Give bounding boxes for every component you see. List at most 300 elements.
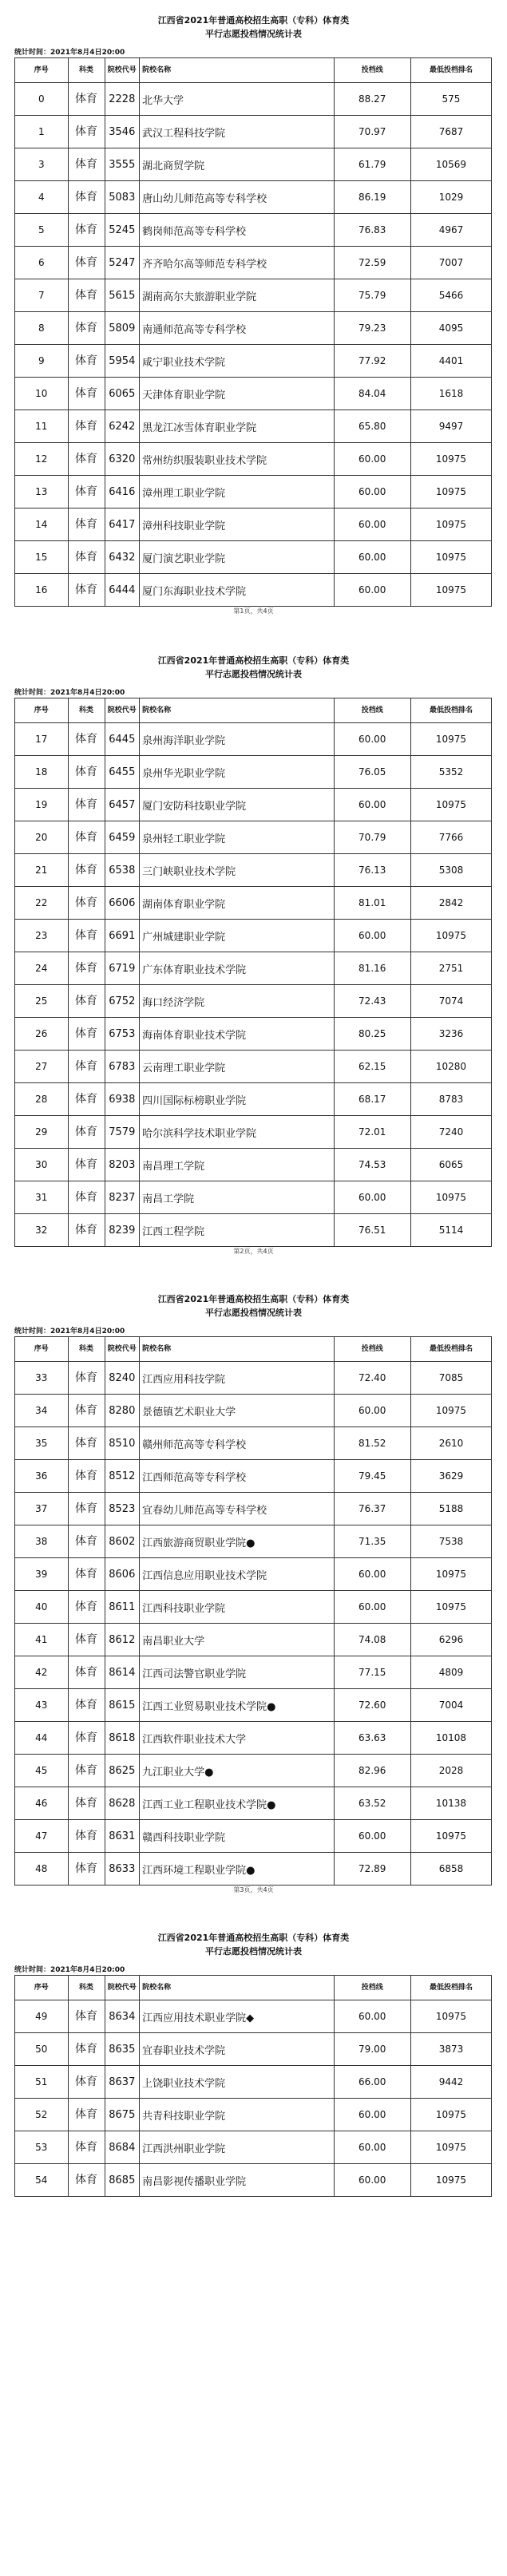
cell-kelei: 体育: [68, 1656, 105, 1689]
cell-code: 6606: [105, 887, 140, 920]
table-page-1: [0, 14, 507, 645]
cell-code: 5083: [105, 181, 140, 214]
cell-kelei: 体育: [68, 83, 105, 116]
table-row: [15, 1493, 492, 1525]
cell-name: 景德镇艺术职业大学: [140, 1395, 334, 1427]
cell-seq: 13: [15, 476, 69, 508]
table-row: [15, 2033, 492, 2066]
header-kelei: 科类: [68, 1976, 105, 2000]
cell-score: 84.04: [334, 378, 410, 410]
cell-kelei: 体育: [68, 1018, 105, 1051]
table-row: [15, 508, 492, 541]
cell-seq: 40: [15, 1591, 69, 1624]
admission-table: [14, 57, 492, 607]
cell-code: 8280: [105, 1395, 140, 1427]
cell-seq: 0: [15, 83, 69, 116]
cell-score: 70.79: [334, 821, 410, 854]
cell-name: 常州纺织服装职业技术学院: [140, 443, 334, 476]
cell-seq: 26: [15, 1018, 69, 1051]
cell-score: 70.97: [334, 116, 410, 148]
table-row: [15, 2131, 492, 2164]
table-row: [15, 723, 492, 756]
table-row: [15, 214, 492, 247]
admission-table: [14, 1975, 492, 2197]
cell-name: 厦门演艺职业学院: [140, 541, 334, 574]
table-row: [15, 2000, 492, 2033]
cell-code: 5247: [105, 247, 140, 279]
cell-name: 湖南体育职业学院: [140, 887, 334, 920]
cell-seq: 23: [15, 920, 69, 952]
cell-rank: 7004: [410, 1689, 491, 1722]
header-rank: 最低投档排名: [410, 58, 491, 83]
cell-kelei: 体育: [68, 1591, 105, 1624]
cell-kelei: 体育: [68, 148, 105, 181]
cell-seq: 41: [15, 1624, 69, 1656]
header-rank: 最低投档排名: [410, 1337, 491, 1362]
cell-rank: 9497: [410, 410, 491, 443]
cell-rank: 9442: [410, 2066, 491, 2099]
cell-code: 6065: [105, 378, 140, 410]
document-title: 江西省2021年普通高校招生高职（专科）体育类: [157, 1933, 350, 1943]
cell-score: 68.17: [334, 1083, 410, 1116]
cell-seq: 43: [15, 1689, 69, 1722]
table-row: [15, 789, 492, 821]
table-row: [15, 410, 492, 443]
cell-code: 8203: [105, 1149, 140, 1181]
header-code: 院校代号: [105, 1976, 140, 2000]
cell-name: 泉州轻工职业学院: [140, 821, 334, 854]
cell-score: 76.83: [334, 214, 410, 247]
cell-score: 76.05: [334, 756, 410, 789]
table-row: [15, 247, 492, 279]
cell-score: 79.00: [334, 2033, 410, 2066]
table-row: [15, 181, 492, 214]
cell-code: 8618: [105, 1722, 140, 1755]
table-row: [15, 1083, 492, 1116]
table-row: [15, 1525, 492, 1558]
cell-kelei: 体育: [68, 279, 105, 312]
cell-kelei: 体育: [68, 1853, 105, 1886]
table-row: [15, 148, 492, 181]
table-row: [15, 1787, 492, 1820]
cell-name: 江西工业贸易职业技术学院●: [140, 1689, 334, 1722]
cell-score: 74.53: [334, 1149, 410, 1181]
cell-seq: 18: [15, 756, 69, 789]
cell-kelei: 体育: [68, 1214, 105, 1247]
cell-kelei: 体育: [68, 1820, 105, 1853]
cell-name: 漳州科技职业学院: [140, 508, 334, 541]
table-row: [15, 1427, 492, 1460]
cell-code: 6753: [105, 1018, 140, 1051]
cell-kelei: 体育: [68, 1083, 105, 1116]
cell-code: 5615: [105, 279, 140, 312]
cell-name: 江西工程学院: [140, 1214, 334, 1247]
cell-rank: 7538: [410, 1525, 491, 1558]
table-row: [15, 1624, 492, 1656]
cell-rank: 3236: [410, 1018, 491, 1051]
cell-name: 三门峡职业技术学院: [140, 854, 334, 887]
cell-seq: 22: [15, 887, 69, 920]
cell-score: 66.00: [334, 2066, 410, 2099]
cell-seq: 35: [15, 1427, 69, 1460]
cell-rank: 10975: [410, 1820, 491, 1853]
header-score: 投档线: [334, 698, 410, 723]
cell-score: 60.00: [334, 443, 410, 476]
cell-kelei: 体育: [68, 985, 105, 1018]
cell-kelei: 体育: [68, 920, 105, 952]
cell-name: 湖南高尔夫旅游职业学院: [140, 279, 334, 312]
cell-name: 江西信息应用职业技术学院: [140, 1558, 334, 1591]
cell-name: 厦门东海职业技术学院: [140, 574, 334, 607]
cell-rank: 7766: [410, 821, 491, 854]
cell-score: 76.51: [334, 1214, 410, 1247]
cell-seq: 53: [15, 2131, 69, 2164]
cell-seq: 17: [15, 723, 69, 756]
cell-code: 5809: [105, 312, 140, 345]
cell-name: 北华大学: [140, 83, 334, 116]
cell-name: 江西软件职业技术大学: [140, 1722, 334, 1755]
header-name: 院校名称: [140, 1976, 334, 2000]
cell-score: 81.16: [334, 952, 410, 985]
document-subtitle: 平行志愿投档情况统计表: [205, 1308, 302, 1318]
header-kelei: 科类: [68, 1337, 105, 1362]
cell-code: 8631: [105, 1820, 140, 1853]
cell-score: 82.96: [334, 1755, 410, 1787]
document-title: 江西省2021年普通高校招生高职（专科）体育类: [157, 655, 350, 666]
cell-name: 江西应用技术职业学院◆: [140, 2000, 334, 2033]
cell-code: 6783: [105, 1051, 140, 1083]
cell-score: 77.92: [334, 345, 410, 378]
cell-name: 哈尔滨科学技术职业学院: [140, 1116, 334, 1149]
cell-code: 6416: [105, 476, 140, 508]
table-row: [15, 279, 492, 312]
table-row: [15, 952, 492, 985]
cell-kelei: 体育: [68, 1689, 105, 1722]
header-score: 投档线: [334, 58, 410, 83]
cell-rank: 7074: [410, 985, 491, 1018]
table-row: [15, 345, 492, 378]
cell-kelei: 体育: [68, 723, 105, 756]
table-row: [15, 2066, 492, 2099]
cell-seq: 25: [15, 985, 69, 1018]
cell-code: 8684: [105, 2131, 140, 2164]
cell-name: 上饶职业技术学院: [140, 2066, 334, 2099]
table-row: [15, 887, 492, 920]
cell-name: 江西应用科技学院: [140, 1362, 334, 1395]
cell-rank: 5352: [410, 756, 491, 789]
cell-kelei: 体育: [68, 116, 105, 148]
cell-score: 72.60: [334, 1689, 410, 1722]
table-row: [15, 985, 492, 1018]
cell-seq: 37: [15, 1493, 69, 1525]
cell-rank: 10975: [410, 920, 491, 952]
cell-rank: 5466: [410, 279, 491, 312]
cell-seq: 45: [15, 1755, 69, 1787]
cell-rank: 7240: [410, 1116, 491, 1149]
cell-kelei: 体育: [68, 1722, 105, 1755]
cell-name: 湖北商贸学院: [140, 148, 334, 181]
cell-name: 江西洪州职业学院: [140, 2131, 334, 2164]
table-row: [15, 541, 492, 574]
cell-rank: 10975: [410, 574, 491, 607]
cell-seq: 10: [15, 378, 69, 410]
table-row: [15, 312, 492, 345]
cell-name: 广州城建职业学院: [140, 920, 334, 952]
cell-score: 72.89: [334, 1853, 410, 1886]
stat-time: 统计时间：2021年8月4日20:00: [14, 49, 125, 57]
cell-name: 海南体育职业技术学院: [140, 1018, 334, 1051]
table-row: [15, 1149, 492, 1181]
cell-code: 8612: [105, 1624, 140, 1656]
cell-rank: 10569: [410, 148, 491, 181]
cell-code: 7579: [105, 1116, 140, 1149]
cell-name: 天津体育职业学院: [140, 378, 334, 410]
cell-code: 6938: [105, 1083, 140, 1116]
cell-code: 8614: [105, 1656, 140, 1689]
cell-name: 江西环境工程职业学院●: [140, 1853, 334, 1886]
cell-name: 泉州海洋职业学院: [140, 723, 334, 756]
cell-rank: 3629: [410, 1460, 491, 1493]
cell-rank: 10975: [410, 541, 491, 574]
cell-code: 6719: [105, 952, 140, 985]
cell-name: 咸宁职业技术学院: [140, 345, 334, 378]
cell-code: 6455: [105, 756, 140, 789]
cell-code: 8239: [105, 1214, 140, 1247]
cell-name: 江西旅游商贸职业学院●: [140, 1525, 334, 1558]
cell-rank: 4401: [410, 345, 491, 378]
cell-kelei: 体育: [68, 2131, 105, 2164]
cell-seq: 51: [15, 2066, 69, 2099]
header-score: 投档线: [334, 1337, 410, 1362]
cell-seq: 19: [15, 789, 69, 821]
cell-name: 武汉工程科技学院: [140, 116, 334, 148]
table-row: [15, 821, 492, 854]
cell-code: 6459: [105, 821, 140, 854]
cell-seq: 29: [15, 1116, 69, 1149]
document-title: 江西省2021年普通高校招生高职（专科）体育类: [157, 15, 350, 26]
stat-time: 统计时间：2021年8月4日20:00: [14, 1966, 125, 1974]
cell-score: 63.52: [334, 1787, 410, 1820]
header-rank: 最低投档排名: [410, 698, 491, 723]
cell-code: 6444: [105, 574, 140, 607]
cell-kelei: 体育: [68, 756, 105, 789]
cell-kelei: 体育: [68, 1362, 105, 1395]
cell-rank: 10975: [410, 476, 491, 508]
cell-seq: 34: [15, 1395, 69, 1427]
table-row: [15, 443, 492, 476]
cell-name: 鹤岗师范高等专科学校: [140, 214, 334, 247]
table-row: [15, 1591, 492, 1624]
cell-seq: 3: [15, 148, 69, 181]
cell-score: 60.00: [334, 2164, 410, 2197]
cell-score: 72.43: [334, 985, 410, 1018]
header-code: 院校代号: [105, 698, 140, 723]
cell-name: 厦门安防科技职业学院: [140, 789, 334, 821]
cell-code: 8510: [105, 1427, 140, 1460]
cell-kelei: 体育: [68, 378, 105, 410]
cell-code: 8637: [105, 2066, 140, 2099]
cell-kelei: 体育: [68, 1460, 105, 1493]
cell-name: 齐齐哈尔高等师范专科学校: [140, 247, 334, 279]
cell-code: 8240: [105, 1362, 140, 1395]
table-row: [15, 1853, 492, 1886]
cell-kelei: 体育: [68, 1624, 105, 1656]
cell-score: 81.52: [334, 1427, 410, 1460]
header-code: 院校代号: [105, 58, 140, 83]
cell-code: 2228: [105, 83, 140, 116]
cell-kelei: 体育: [68, 1051, 105, 1083]
cell-rank: 6065: [410, 1149, 491, 1181]
cell-seq: 30: [15, 1149, 69, 1181]
cell-kelei: 体育: [68, 952, 105, 985]
cell-kelei: 体育: [68, 1149, 105, 1181]
cell-rank: 10108: [410, 1722, 491, 1755]
cell-score: 60.00: [334, 1558, 410, 1591]
header-row: [15, 1337, 492, 1362]
header-row: [15, 698, 492, 723]
cell-name: 赣西科技职业学院: [140, 1820, 334, 1853]
cell-rank: 2610: [410, 1427, 491, 1460]
table-row: [15, 1689, 492, 1722]
cell-kelei: 体育: [68, 574, 105, 607]
header-seq: 序号: [15, 1976, 69, 2000]
cell-seq: 28: [15, 1083, 69, 1116]
cell-seq: 9: [15, 345, 69, 378]
cell-seq: 6: [15, 247, 69, 279]
cell-score: 88.27: [334, 83, 410, 116]
table-row: [15, 1181, 492, 1214]
cell-kelei: 体育: [68, 1525, 105, 1558]
cell-seq: 12: [15, 443, 69, 476]
cell-code: 8523: [105, 1493, 140, 1525]
header-seq: 序号: [15, 1337, 69, 1362]
cell-score: 74.08: [334, 1624, 410, 1656]
cell-rank: 2751: [410, 952, 491, 985]
cell-name: 共青科技职业学院: [140, 2099, 334, 2131]
table-row: [15, 1362, 492, 1395]
table-row: [15, 1460, 492, 1493]
cell-seq: 39: [15, 1558, 69, 1591]
table-row: [15, 1656, 492, 1689]
cell-seq: 1: [15, 116, 69, 148]
cell-score: 61.79: [334, 148, 410, 181]
cell-score: 79.45: [334, 1460, 410, 1493]
cell-code: 8625: [105, 1755, 140, 1787]
cell-code: 6457: [105, 789, 140, 821]
table-row: [15, 1018, 492, 1051]
cell-name: 江西司法警官职业学院: [140, 1656, 334, 1689]
cell-code: 3546: [105, 116, 140, 148]
cell-name: 宜春幼儿师范高等专科学校: [140, 1493, 334, 1525]
cell-seq: 49: [15, 2000, 69, 2033]
cell-seq: 52: [15, 2099, 69, 2131]
admission-table: [14, 1336, 492, 1886]
cell-code: 6691: [105, 920, 140, 952]
header-kelei: 科类: [68, 58, 105, 83]
cell-score: 76.13: [334, 854, 410, 887]
cell-kelei: 体育: [68, 247, 105, 279]
cell-rank: 4095: [410, 312, 491, 345]
cell-seq: 7: [15, 279, 69, 312]
cell-kelei: 体育: [68, 2099, 105, 2131]
cell-rank: 10975: [410, 1181, 491, 1214]
cell-kelei: 体育: [68, 443, 105, 476]
cell-name: 赣州师范高等专科学校: [140, 1427, 334, 1460]
cell-kelei: 体育: [68, 508, 105, 541]
cell-score: 79.23: [334, 312, 410, 345]
cell-seq: 36: [15, 1460, 69, 1493]
cell-seq: 46: [15, 1787, 69, 1820]
page-footer: 第3页，共4页: [233, 1886, 274, 1893]
cell-name: 九江职业大学●: [140, 1755, 334, 1787]
cell-code: 3555: [105, 148, 140, 181]
header-row: [15, 58, 492, 83]
cell-seq: 11: [15, 410, 69, 443]
cell-score: 60.00: [334, 1181, 410, 1214]
cell-rank: 6296: [410, 1624, 491, 1656]
document-title: 江西省2021年普通高校招生高职（专科）体育类: [157, 1294, 350, 1304]
cell-score: 60.00: [334, 2099, 410, 2131]
table-row: [15, 1051, 492, 1083]
stat-time: 统计时间：2021年8月4日20:00: [14, 1328, 125, 1335]
cell-rank: 10975: [410, 723, 491, 756]
table-row: [15, 1214, 492, 1247]
cell-code: 6445: [105, 723, 140, 756]
cell-seq: 42: [15, 1656, 69, 1689]
cell-score: 86.19: [334, 181, 410, 214]
cell-kelei: 体育: [68, 2033, 105, 2066]
cell-score: 77.15: [334, 1656, 410, 1689]
cell-name: 江西科技职业学院: [140, 1591, 334, 1624]
cell-name: 宜春职业技术学院: [140, 2033, 334, 2066]
cell-kelei: 体育: [68, 1755, 105, 1787]
cell-name: 南昌工学院: [140, 1181, 334, 1214]
cell-kelei: 体育: [68, 854, 105, 887]
cell-seq: 24: [15, 952, 69, 985]
cell-name: 广东体育职业技术学院: [140, 952, 334, 985]
cell-code: 6242: [105, 410, 140, 443]
cell-kelei: 体育: [68, 181, 105, 214]
cell-kelei: 体育: [68, 1558, 105, 1591]
cell-rank: 6858: [410, 1853, 491, 1886]
cell-rank: 10975: [410, 2164, 491, 2197]
cell-kelei: 体育: [68, 541, 105, 574]
header-seq: 序号: [15, 698, 69, 723]
cell-rank: 4809: [410, 1656, 491, 1689]
document-subtitle: 平行志愿投档情况统计表: [205, 29, 302, 39]
cell-score: 76.37: [334, 1493, 410, 1525]
cell-score: 81.01: [334, 887, 410, 920]
cell-seq: 44: [15, 1722, 69, 1755]
cell-seq: 14: [15, 508, 69, 541]
cell-rank: 10975: [410, 1558, 491, 1591]
header-score: 投档线: [334, 1976, 410, 2000]
cell-name: 唐山幼儿师范高等专科学校: [140, 181, 334, 214]
cell-kelei: 体育: [68, 821, 105, 854]
cell-kelei: 体育: [68, 312, 105, 345]
table-page-4: [0, 1932, 507, 2562]
cell-kelei: 体育: [68, 1787, 105, 1820]
cell-score: 60.00: [334, 2000, 410, 2033]
admission-table: [14, 698, 492, 1247]
cell-rank: 1618: [410, 378, 491, 410]
cell-rank: 10975: [410, 2131, 491, 2164]
cell-rank: 10975: [410, 443, 491, 476]
cell-rank: 10975: [410, 2000, 491, 2033]
cell-rank: 7007: [410, 247, 491, 279]
page-footer: 第2页，共4页: [233, 1248, 274, 1255]
cell-seq: 32: [15, 1214, 69, 1247]
